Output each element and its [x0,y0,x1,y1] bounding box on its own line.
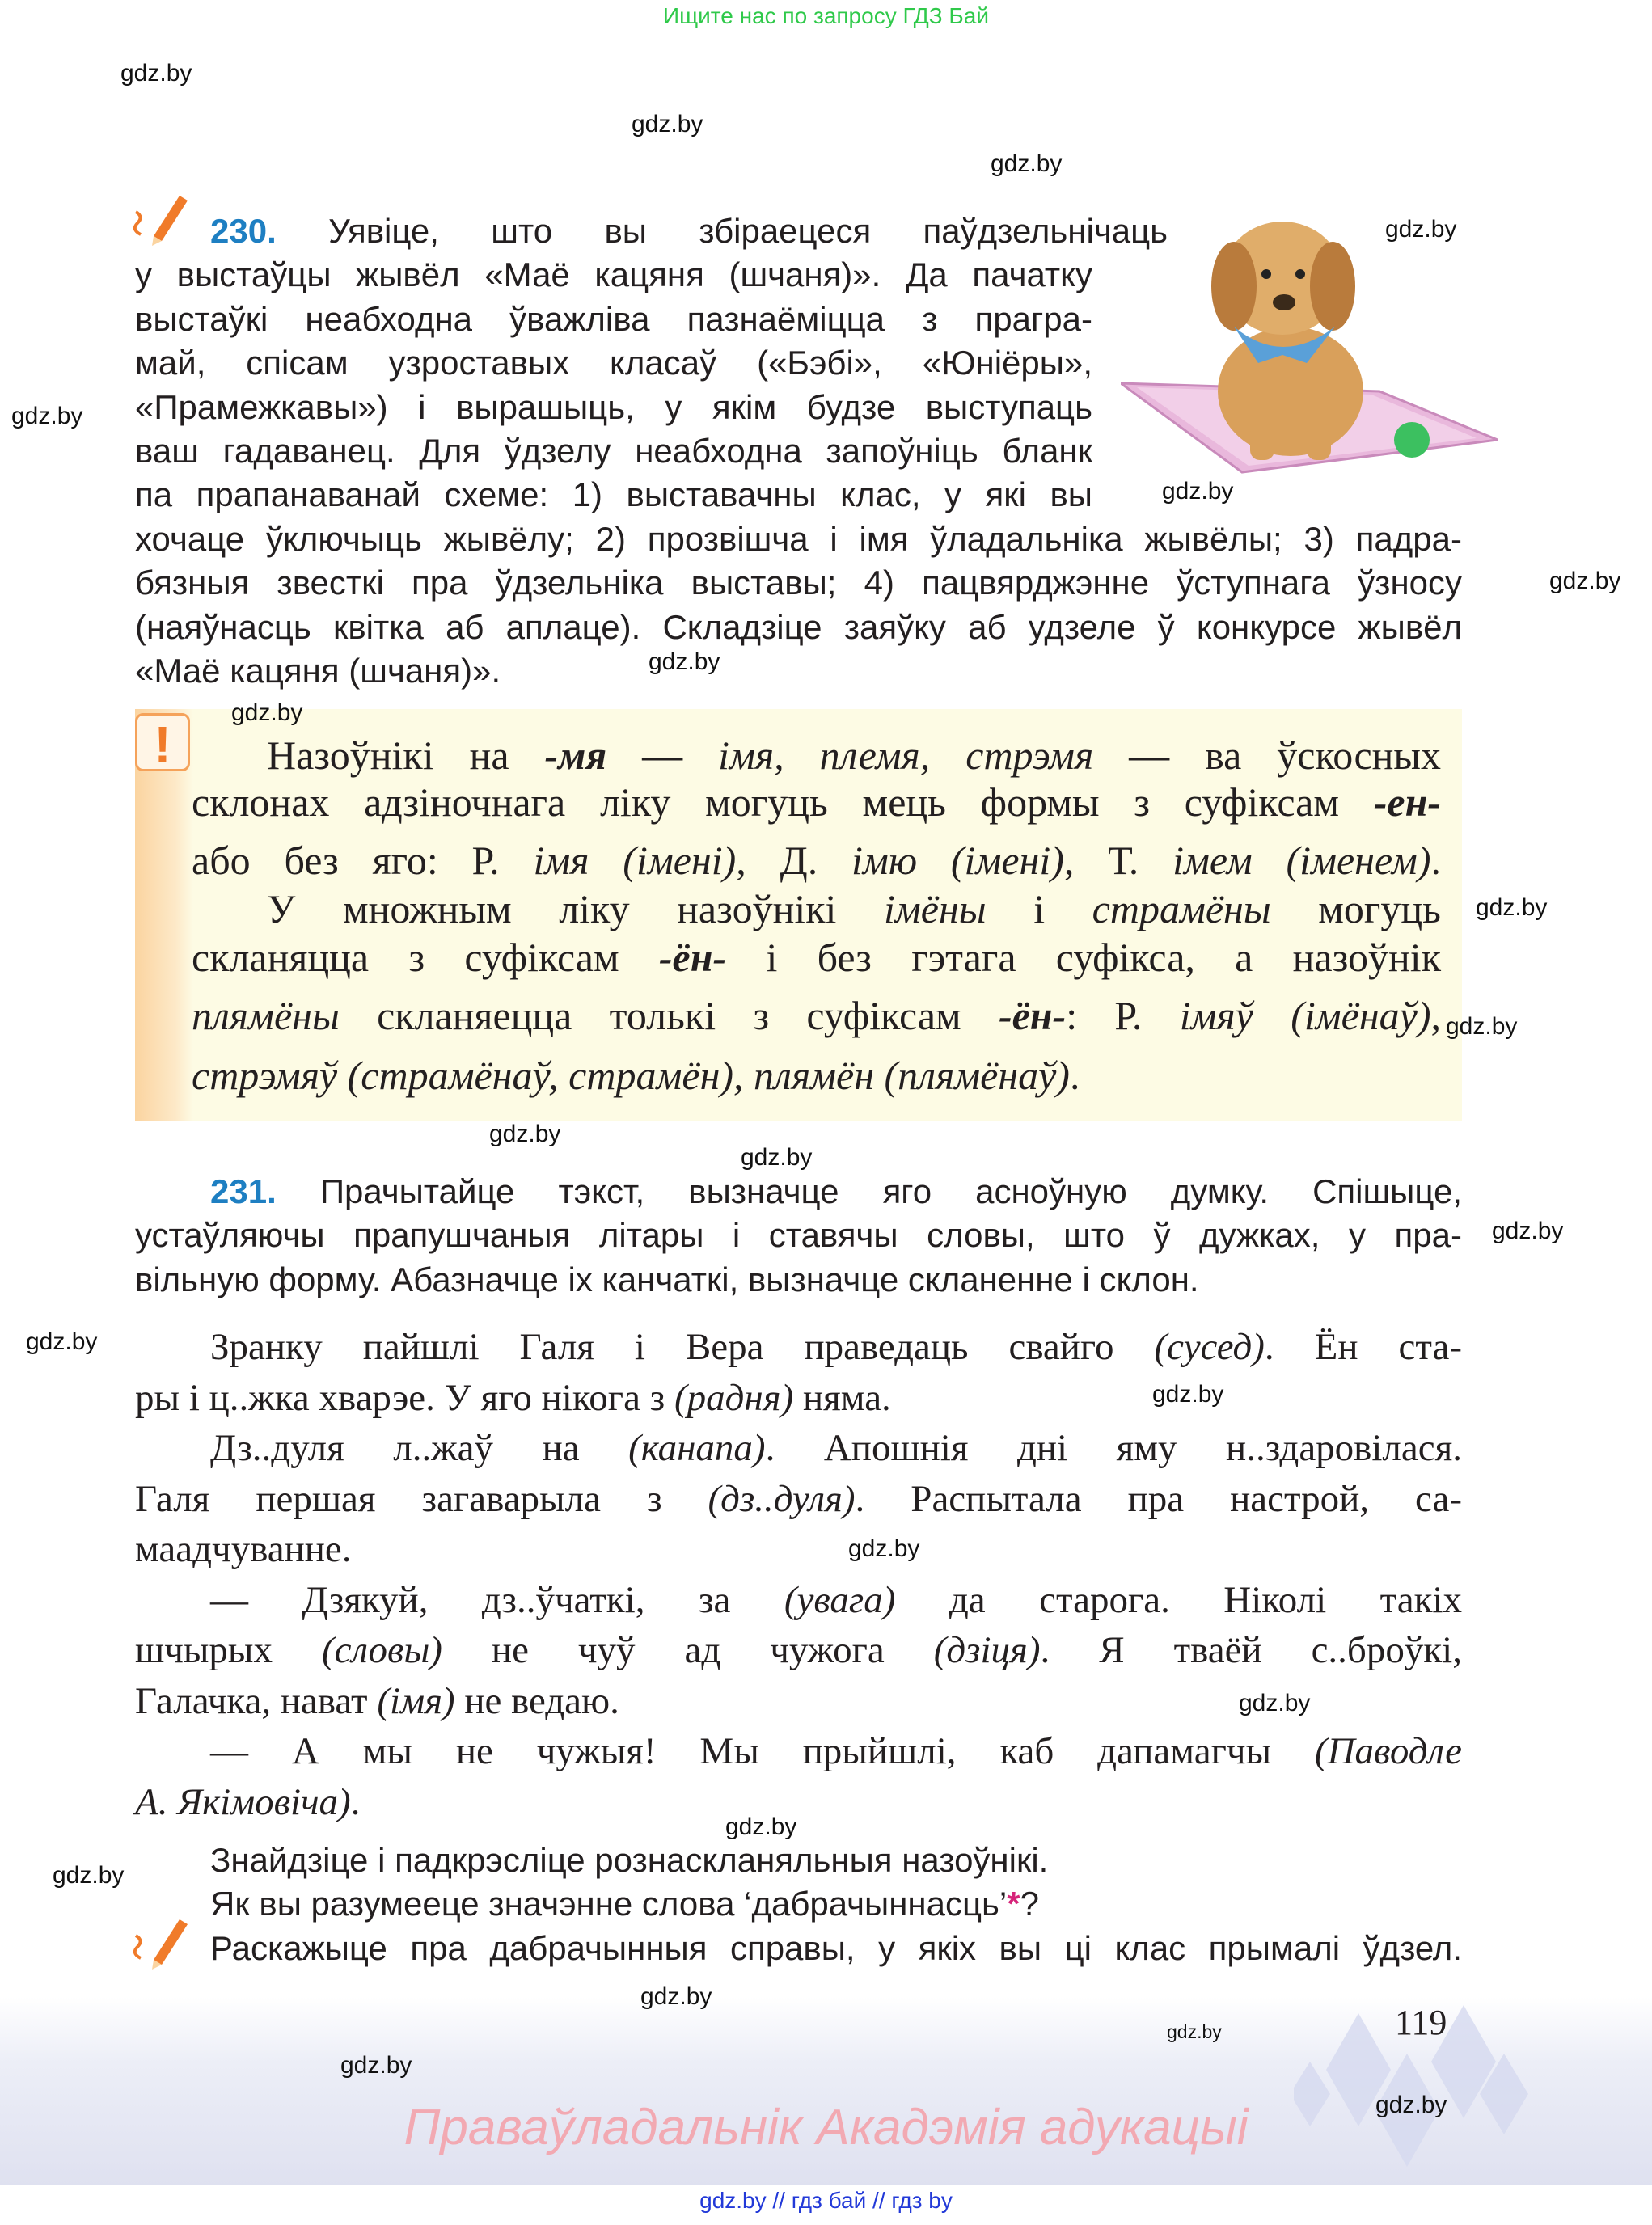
text-run: . [1069,1053,1080,1098]
text-run: скланяцца з суфіксам [192,935,659,980]
exercise-number: 230. [210,212,329,250]
emphasis-run: імёны [883,886,987,931]
text-line [135,298,1092,341]
text-run: або без яго: Р. [192,838,534,883]
text-run: . Распытала пра настрой, са- [855,1477,1462,1520]
text-run: . Ён ста- [1264,1326,1462,1368]
exclamation-icon: ! [135,713,190,771]
text-run: Уявіце, што вы збіраецеся паўдзельнічаць [328,212,1168,250]
gdz-watermark: gdz.by [1375,2092,1447,2118]
emphasis-run: А. Якімовіча) [135,1780,351,1823]
text-run: і без гэтага суфікса, а назоўнік [726,935,1441,980]
text-run: Прачытайце тэкст, вызначце яго асноўную думку. Спішыце, [319,1172,1462,1210]
text-line [135,1474,1462,1525]
task-line: Раскажыце пра дабрачынныя справы, у якіх вы ці клас прымалі ўдзел. [210,1928,1462,1967]
emphasis-run: імя (імені) [533,838,737,883]
text-line [135,561,1462,605]
text-run: . [1430,838,1441,883]
text-line [135,1373,1462,1424]
emphasis-run: (Паводле [1314,1730,1462,1772]
text-run: могуць [1270,886,1441,931]
text-run: «Прамежкавы») і вырашыць, у якім будзе выступаць [135,387,1092,426]
text-run: склонах адзіночнага ліку могуць мець формы з суфіксам [192,779,1374,825]
text-line [135,606,1462,649]
gdz-watermark: gdz.by [991,150,1063,177]
text-run: няма. [793,1376,891,1419]
emphasis-run: (радня) [674,1376,794,1419]
gdz-watermark: gdz.by [53,1862,125,1889]
text-run: Дз..дуля л..жаў на [210,1427,629,1469]
text-run: выстаўкі неабходна ўважліва пазнаёміцца з прагра- [135,299,1092,338]
text-run: . [350,1780,361,1823]
text-run: Галя першая загаварыла з [135,1477,708,1520]
emphasis-run: -ён- [998,993,1067,1038]
gdz-watermark: gdz.by [1476,894,1548,921]
emphasis-run: імю (імені) [851,838,1064,883]
exercise-number: 231. [210,1172,320,1210]
text-run: . Апошнія дні яму н..здаровілася. [765,1427,1462,1469]
gdz-watermark: gdz.by [1492,1218,1564,1244]
text-line [192,992,1441,1039]
text-run: Зранку пайшлі Галя і Вера праведаць свайго [210,1326,1155,1368]
text-run: да старога. Ніколі такіх [895,1578,1462,1621]
gdz-watermark: gdz.by [1152,1381,1224,1408]
text-run: шчырых [135,1629,322,1671]
task-text: Як вы разумееце значэнне слова ‘дабрачыннасць’ [210,1885,1008,1923]
exercise-231-text [135,1322,1462,1827]
emphasis-run: імем (іменем) [1172,838,1431,883]
text-run: па прапанаванай схеме: 1) выставачны клас, у які вы [135,475,1092,514]
text-line [135,429,1092,473]
question-mark: ? [1020,1885,1039,1923]
text-run: — А мы не чужыя! Мы прыйшлі, каб дапамагчы [210,1730,1315,1772]
gdz-watermark: gdz.by [26,1328,98,1355]
text-line [135,253,1092,297]
text-line [135,341,1092,385]
text-line [135,517,1462,561]
text-line [192,934,1441,981]
text-run: , [1430,993,1442,1038]
gdz-watermark: gdz.by [848,1535,920,1562]
text-line [192,732,1441,779]
gdz-watermark: gdz.by [489,1121,561,1147]
task-line: Знайдзіце і падкрэсліце рознаскланяльныя назоўнікі. [210,1841,1049,1879]
text-line [135,1726,1462,1777]
text-line [135,1170,1462,1214]
text-line [192,779,1441,825]
emphasis-run: (імя) [377,1679,455,1722]
text-run: хочаце ўключыць жывёлу; 2) прозвішча і імя ўладальніка жывёлы; 3) падра- [135,519,1462,558]
task-line [210,1882,1462,1926]
text-line [135,649,1462,693]
gdz-watermark: gdz.by [11,403,83,429]
text-line [135,1575,1462,1626]
emphasis-run: -ен- [1373,779,1441,825]
gdz-watermark: gdz.by [1167,2021,1222,2042]
text-run: , Т. [1063,838,1173,883]
text-line [192,837,1441,884]
emphasis-run: (канапа) [628,1427,766,1469]
emphasis-run: імяў (імёнаў) [1179,993,1431,1038]
text-run: — Дзякуй, дз..ўчаткі, за [210,1578,784,1621]
emphasis-run: (дз..дуля) [708,1477,856,1520]
gdz-watermark: gdz.by [1239,1690,1311,1716]
exercise-231 [135,1170,1462,1302]
text-run: (наяўнасць квітка аб аплаце). Складзіце заяўку аб удзеле ў конкурсе жывёл [135,607,1462,646]
emphasis-run: стрэмяў (страмёнаў, страмён), плямён (плямёнаў) [192,1053,1070,1098]
emphasis-run: страмёны [1092,886,1271,931]
search-hint: Ищите нас по запросу ГДЗ Бай [662,3,990,28]
text-run: . Я тваёй с..броўкі, [1040,1629,1462,1671]
text-run: скланяецца толькі з суфіксам [339,993,999,1038]
gdz-watermark: gdz.by [1446,1013,1518,1040]
emphasis-run: (увага) [784,1578,896,1621]
text-run: май, спісам узроставых класаў («Бэбі», «Юніёры», [135,344,1092,382]
gdz-watermark: gdz.by [120,60,192,87]
gdz-watermark: gdz.by [1162,478,1234,505]
text-run: , Д. [736,838,852,883]
gdz-watermark: gdz.by [640,1983,712,2010]
text-line [192,1052,1441,1099]
text-line [135,209,1168,253]
gdz-watermark: gdz.by [632,111,703,137]
text-run: не ведаю. [454,1679,619,1722]
gdz-watermark: gdz.by [231,699,303,726]
text-run: вільную форму. Абазначце іх канчаткі, вызначце скланенне і склон. [135,1260,1199,1298]
gdz-watermark: gdz.by [725,1813,797,1840]
text-run: бязныя звесткі пра ўдзельніка выставы; 4) пацвярджэнне ўступнага ўзносу [135,564,1462,602]
text-run: Назоўнікі на [267,733,545,778]
text-run: ваш гадаванец. Для ўдзелу неабходна запоўніць бланк [135,431,1092,470]
puppy-illustration [1121,205,1498,475]
text-run: У множным ліку назоўнікі [267,886,884,931]
text-line [135,1214,1462,1257]
text-line [135,473,1092,517]
text-run: «Маё кацяня (шчаня)». [135,651,501,690]
publisher-watermark: Праваўладальнік Акадэмія адукацыі [403,2100,1249,2155]
text-run: : Р. [1066,993,1180,1038]
emphasis-run: -мя [544,733,607,778]
text-line [192,885,1441,932]
text-run: Галачка, нават [135,1679,378,1722]
emphasis-run: (дзіця) [933,1629,1041,1671]
page-number: 119 [1395,2003,1447,2042]
text-line [135,1777,1462,1828]
gdz-watermark: gdz.by [340,2052,412,2079]
text-run: не чуў ад чужога [442,1629,934,1671]
text-run: устаўляючы прапушчаныя літары і ставячы словы, што ў дужках, у пра- [135,1216,1462,1255]
footer-links[interactable]: gdz.by // гдз бай // гдз by [699,2188,953,2213]
text-run: у выстаўцы жывёл «Маё кацяня (шчаня)». Да пачатку [135,255,1092,294]
text-line [135,1322,1462,1373]
emphasis-run: -ён- [658,935,727,980]
asterisk-mark: * [1007,1885,1020,1923]
emphasis-run: (словы) [321,1629,442,1671]
gdz-watermark: gdz.by [1549,568,1621,594]
text-line [135,1258,1462,1302]
text-run: — ва ўскосных [1093,733,1442,778]
text-run: маадчуванне. [135,1528,352,1570]
text-line [135,386,1092,429]
emphasis-run: імя, племя, стрэмя [718,733,1094,778]
gdz-watermark: gdz.by [649,648,720,675]
text-run: і [986,886,1092,931]
gdz-watermark: gdz.by [741,1144,813,1171]
text-run: — [606,733,719,778]
tasks [210,1839,1462,1970]
emphasis-run: плямёны [192,993,340,1038]
text-line [135,1625,1462,1676]
pencil-icon [129,1911,194,1976]
text-line [135,1423,1462,1474]
text-line [135,1524,1462,1575]
text-run: ры і ц..жка хварэе. У яго нікога з [135,1376,674,1419]
gdz-watermark: gdz.by [1385,216,1457,243]
emphasis-run: (сусед) [1154,1326,1265,1368]
